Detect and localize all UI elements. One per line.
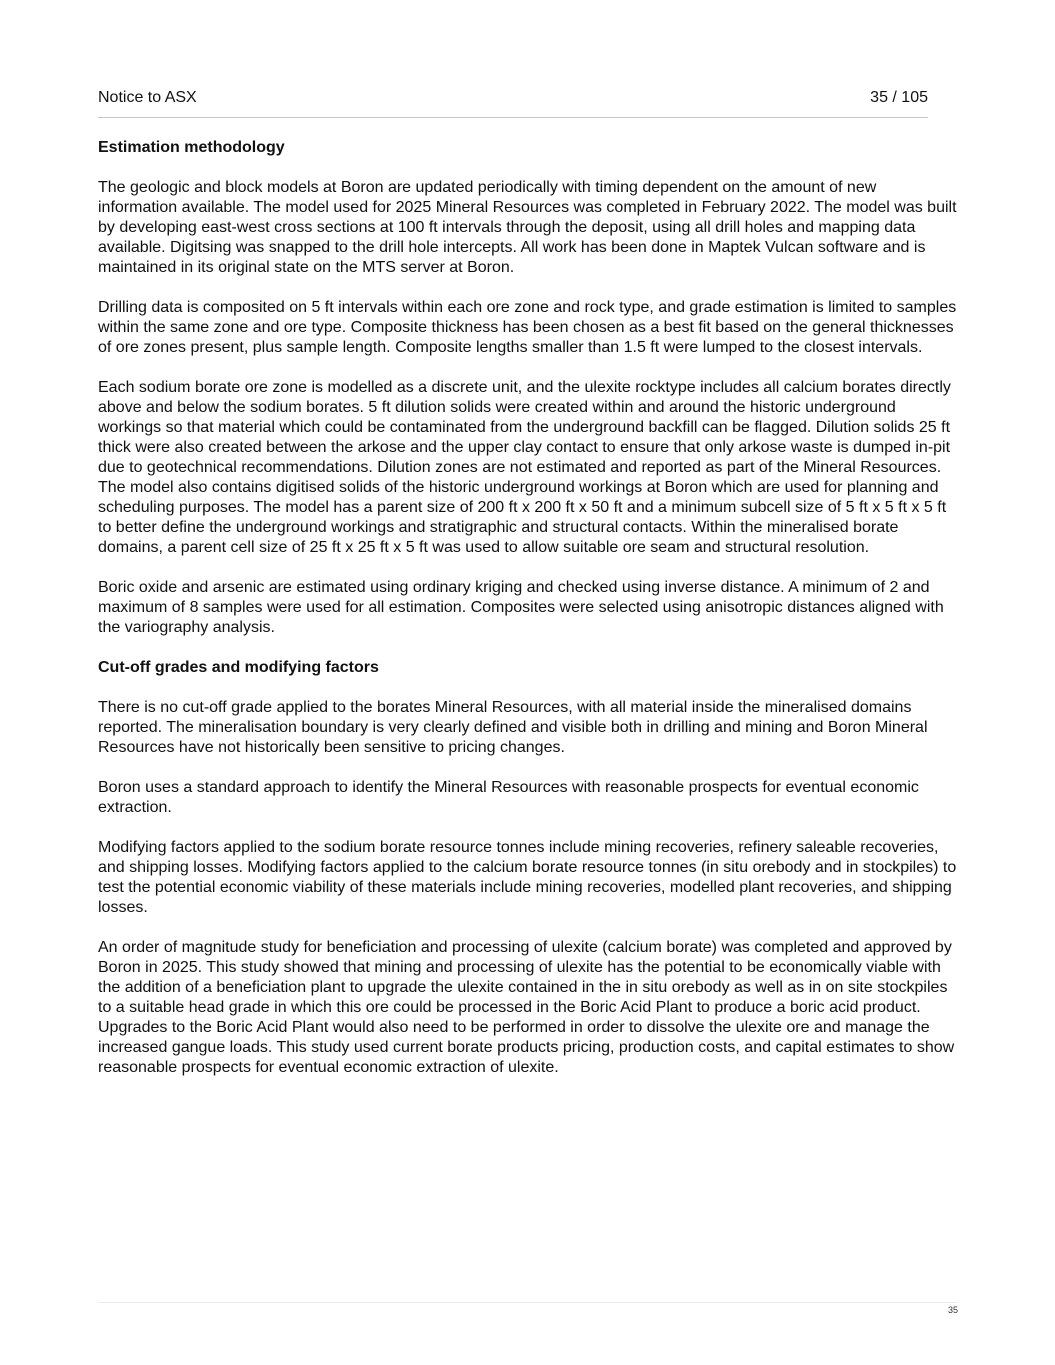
header-page-count: 35 / 105 [870, 89, 928, 106]
paragraph: Boric oxide and arsenic are estimated using ordinary kriging and checked using inverse distance. A minimum of 2 and maximum of 8 samples were used for all estimation. Composites were selected using anisotropic distances aligned with the variography analysis. [98, 579, 944, 636]
section-heading-estimation-methodology: Estimation methodology [98, 139, 285, 156]
paragraph: An order of magnitude study for beneficiation and processing of ulexite (calcium borate) was completed and approved by Boron in 2025. This study showed that mining and processing of ulexite has the potential to be economically viable with the addition of a beneficiation plant to upgrade the ulexite contained in the in situ orebody as well as in on site stockpiles to a suitable head grade in which this ore could be processed in the Boric Acid Plant to produce a boric acid product. Upgrades to the Boric Acid Plant would also need to be performed in order to dissolve the ulexite ore and manage the increased gangue loads. This study used current borate products pricing, production costs, and capital estimates to show reasonable prospects for eventual economic extraction of ulexite. [98, 939, 955, 1076]
header-title: Notice to ASX [98, 89, 197, 106]
paragraph: Modifying factors applied to the sodium borate resource tonnes include mining recoveries, refinery saleable recoveries, and shipping losses. Modifying factors applied to the calcium borate resource tonnes (in situ orebody and in stockpiles) to test the potential economic viability of these materials include mining recoveries, modelled plant recoveries, and shipping losses. [98, 839, 957, 916]
paragraph: Drilling data is composited on 5 ft intervals within each ore zone and rock type, and grade estimation is limited to samples within the same zone and ore type. Composite thickness has been chosen as a best fit based on the general thicknesses of ore zones present, plus sample length. Composite lengths smaller than 1.5 ft were lumped to the closest intervals. [98, 299, 957, 356]
footer-page-number: 35 [947, 1305, 958, 1315]
document-body [98, 138, 958, 1098]
paragraph: Each sodium borate ore zone is modelled as a discrete unit, and the ulexite rocktype includes all calcium borates directly above and below the sodium borates. 5 ft dilution solids were created within and around the historic underground workings so that material which could be contaminated from the underground backfill can be flagged. Dilution solids 25 ft thick were also created between the arkose and the upper clay contact to ensure that only arkose waste is dumped in-pit due to geotechnical recommendations. Dilution zones are not estimated and reported as part of the Mineral Resources. The model also contains digitised solids of the historic underground workings at Boron which are used for planning and scheduling purposes. The model has a parent size of 200 ft x 200 ft x 50 ft and a minimum subcell size of 5 ft x 5 ft x 5 ft to better define the underground workings and stratigraphic and structural contacts. Within the mineralised borate domains, a parent cell size of 25 ft x 25 ft x 5 ft was used to allow suitable ore seam and structural resolution. [98, 379, 951, 556]
page-header [98, 89, 928, 118]
footer-divider [98, 1302, 958, 1303]
paragraph: The geologic and block models at Boron are updated periodically with timing dependent on the amount of new information available. The model used for 2025 Mineral Resources was completed in February 2022. The model was built by developing east-west cross sections at 100 ft intervals through the deposit, using all drill holes and mapping data available. Digitsing was snapped to the drill hole intercepts. All work has been done in Maptek Vulcan software and is maintained in its original state on the MTS server at Boron. [98, 179, 957, 276]
paragraph: There is no cut-off grade applied to the borates Mineral Resources, with all material inside the mineralised domains reported. The mineralisation boundary is very clearly defined and visible both in drilling and mining and Boron Mineral Resources have not historically been sensitive to pricing changes. [98, 699, 928, 756]
section-heading-cut-off-grades: Cut-off grades and modifying factors [98, 659, 379, 676]
paragraph: Boron uses a standard approach to identify the Mineral Resources with reasonable prospects for eventual economic extraction. [98, 779, 919, 816]
